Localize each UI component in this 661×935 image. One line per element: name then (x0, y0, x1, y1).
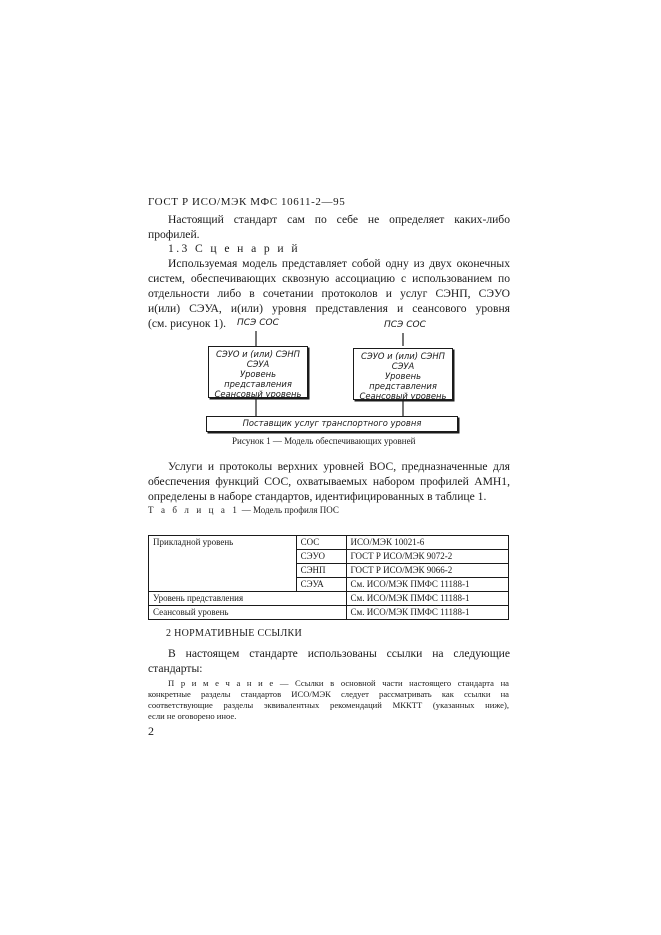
services-line-3: определены в наборе стандартов, идентифицированных в таблице 1. (148, 490, 487, 503)
figure-caption: Рисунок 1 — Модель обеспечивающих уровней (232, 436, 416, 446)
standard-cell: См. ИСО/МЭК ПМФС 11188-1 (346, 606, 508, 620)
transport-provider-label: Поставщик услуг транспортного уровня (242, 418, 422, 428)
intro-line-2: профилей. (148, 228, 200, 241)
profile-model-table (148, 535, 509, 620)
intro-line-1: Настоящий стандарт сам по себе не определяет каких-либо (168, 213, 510, 226)
standard-cell: См. ИСО/МЭК ПМФС 11188-1 (346, 592, 508, 606)
note-line-1: П р и м е ч а н и е — Ссылки в основной части настоящего стандарта на (168, 678, 509, 688)
standard-cell: ГОСТ Р ИСО/МЭК 9072-2 (346, 550, 508, 564)
references-paragraph (148, 646, 510, 676)
left-box-line-3: Уровень представления (224, 369, 292, 389)
scenario-line-2: систем, обеспечивающих сквозную ассоциацию с использованием по (148, 272, 510, 285)
standard-cell: ГОСТ Р ИСО/МЭК 9066-2 (346, 564, 508, 578)
code-cell: СЭУА (296, 578, 346, 592)
table-title (148, 505, 339, 515)
left-box-line-4: Сеансовый уровень (214, 389, 302, 399)
left-box-line-2: СЭУА (246, 359, 270, 369)
scenario-line-4: и(или) СЭУА, и(или) уровня представления и сеансового уровня (148, 302, 510, 315)
scenario-line-5: (см. рисунок 1). (148, 317, 227, 330)
note-line-3: соответствующие разделы эквивалентных рекомендаций МККТТ (указанных ниже), (148, 700, 509, 710)
right-box-line-2: СЭУА (391, 361, 415, 371)
services-line-1: Услуги и протоколы верхних уровней ВОС, предназначенные для (168, 460, 510, 473)
references-line-2: стандарты: (148, 662, 203, 675)
section-2-heading: 2 НОРМАТИВНЫЕ ССЫЛКИ (166, 628, 303, 639)
presentation-level-cell: Уровень представления (149, 592, 347, 606)
transport-provider-box (206, 416, 458, 432)
code-cell: СЭУО (296, 550, 346, 564)
references-line-1: В настоящем стандарте использованы ссылки на следующие (168, 647, 510, 660)
services-line-2: обеспечения функций СОС, охватываемых набором профилей АМН1, (148, 475, 510, 488)
right-box-line-4: Сеансовый уровень (359, 391, 447, 401)
figure-left-label: ПСЭ СОС (237, 318, 279, 328)
table-row (149, 592, 509, 606)
scenario-line-3: отдельности либо в сочетании протоколов и услуг СЭНП, СЭУО (148, 287, 510, 300)
figure-right-label: ПСЭ СОС (384, 320, 426, 330)
left-box-line-1: СЭУО и (или) СЭНП (216, 349, 300, 359)
note-line-2: конкретные разделы стандартов ИСО/МЭК следует рассматривать как ссылки на (148, 689, 509, 699)
code-cell: СЭНП (296, 564, 346, 578)
code-cell: СОС (296, 536, 346, 550)
page-header: ГОСТ Р ИСО/МЭК МФС 10611-2—95 (148, 196, 346, 208)
scenario-line-1: Используемая модель представляет собой одну из двух оконечных (168, 257, 510, 270)
right-box-line-3: Уровень представления (369, 371, 437, 391)
session-level-cell: Сеансовый уровень (149, 606, 347, 620)
note-paragraph (148, 678, 509, 722)
note-line-4: если не оговорено иное. (148, 711, 237, 721)
section-1-3-heading: 1.3 С ц е н а р и й (168, 242, 300, 255)
applied-level-cell: Прикладной уровень (149, 536, 297, 592)
table-title-rest: — Модель профиля ПОС (239, 505, 339, 515)
standard-cell: ИСО/МЭК 10021-6 (346, 536, 508, 550)
right-box-line-1: СЭУО и (или) СЭНП (361, 351, 445, 361)
table-row (149, 536, 509, 550)
table-title-prefix: Т а б л и ц а 1 (148, 505, 240, 515)
left-layer-box (208, 346, 308, 398)
page-number: 2 (148, 724, 154, 738)
table-row (149, 606, 509, 620)
standard-cell: См. ИСО/МЭК ПМФС 11188-1 (346, 578, 508, 592)
right-layer-box (353, 348, 453, 400)
services-paragraph (148, 459, 510, 504)
